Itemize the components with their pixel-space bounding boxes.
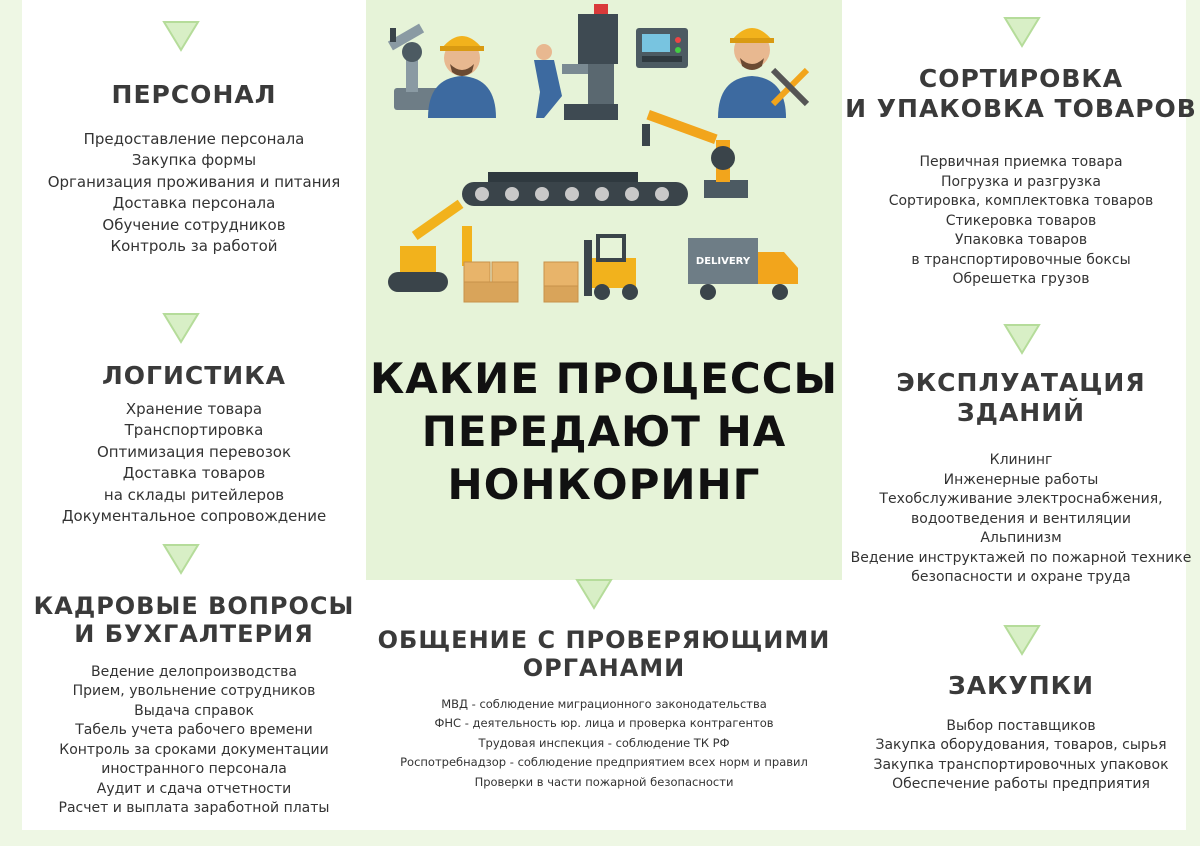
list-item: Погрузка и разгрузка: [940, 173, 1101, 190]
list-item: Документальное сопровождение: [61, 507, 327, 525]
title-line: ОРГАНАМИ: [522, 654, 686, 683]
list-item: Транспортировка: [124, 421, 264, 439]
list-item: безопасности и охране труда: [911, 569, 1131, 585]
list-item: в транспортировочные боксы: [911, 251, 1131, 268]
list-item: Предоставление персонала: [83, 129, 305, 148]
list-item: Ведение делопроизводства: [91, 663, 297, 680]
item-list: [842, 717, 1200, 795]
list-item: Доставка персонала: [112, 194, 276, 212]
title-line: ЛОГИСТИКА: [102, 361, 286, 390]
worker-with-tools-icon: [718, 28, 809, 118]
list-item: Стикеровка товаров: [945, 212, 1097, 229]
title-line: ЗАКУПКИ: [947, 671, 1095, 700]
boxes-icon: [464, 262, 578, 302]
list-item: Табель учета рабочего времени: [75, 722, 313, 739]
list-item: на склады ритейлеров: [103, 485, 285, 504]
list-item: Альпинизм: [980, 530, 1062, 546]
list-item: Прием, увольнение сотрудников: [72, 683, 316, 700]
list-item: Ведение инструктажей по пожарной технике: [850, 549, 1192, 566]
headline-line: НОНКОРИНГ: [447, 460, 761, 509]
list-item: Закупка транспортировочных упаковок: [873, 756, 1169, 773]
list-item: Контроль за работой: [110, 237, 278, 255]
title-line: ЭКСПЛУАТАЦИЯ: [896, 368, 1146, 397]
item-list: [22, 129, 366, 258]
list-item: Доставка товаров: [122, 464, 266, 482]
section-title: [842, 64, 1200, 123]
truck-label: DELIVERY: [695, 256, 751, 267]
item-list: [842, 451, 1200, 588]
item-list: [22, 399, 366, 528]
list-item: Выдача справок: [134, 702, 254, 719]
section-building-maintenance: [842, 368, 1200, 588]
section-title: [22, 80, 366, 110]
item-list: [22, 663, 366, 819]
excavator-icon: [388, 200, 472, 292]
list-item: Трудовая инспекция - соблюдение ТК РФ: [478, 735, 730, 750]
title-line: ПЕРСОНАЛ: [111, 80, 277, 109]
title-line: ОБЩЕНИЕ С ПРОВЕРЯЮЩИМИ: [377, 626, 831, 654]
list-item: Проверки в части пожарной безопасности: [474, 774, 734, 789]
section-title: [842, 671, 1200, 701]
factory-illustration: [366, 0, 842, 320]
section-title: [842, 368, 1200, 427]
list-item: Закупка формы: [131, 151, 257, 169]
list-item: ФНС - деятельность юр. лица и проверка контрагентов: [434, 716, 774, 731]
section-inspections: [366, 626, 842, 792]
list-item: Обрешетка грузов: [952, 271, 1090, 287]
triangle-icon: [1003, 323, 1041, 355]
list-item: Клининг: [989, 452, 1053, 468]
list-item: Первичная приемка товара: [919, 154, 1123, 170]
list-item: иностранного персонала: [101, 761, 287, 778]
list-item: Хранение товара: [125, 399, 263, 418]
list-item: Техобслуживание электроснабжения,: [879, 491, 1163, 507]
title-line: ЗДАНИЙ: [956, 397, 1086, 427]
list-item: Аудит и сдача отчетности: [96, 780, 292, 797]
headline-line: КАКИЕ ПРОЦЕССЫ: [369, 354, 839, 403]
list-item: Инженерные работы: [943, 471, 1099, 488]
list-item: Роспотребнадзор - соблюдение предприятием всех норм и правил: [400, 755, 808, 770]
list-item: Сортировка, комплектовка товаров: [888, 193, 1154, 209]
item-list: [366, 695, 842, 793]
control-panel-icon: [636, 28, 688, 68]
section-purchases: [842, 671, 1200, 795]
main-headline: [366, 352, 842, 511]
triangle-icon: [1003, 624, 1041, 656]
list-item: Контроль за сроками документации: [59, 741, 329, 758]
section-title: [22, 592, 366, 649]
list-item: Упаковка товаров: [954, 232, 1088, 248]
triangle-icon: [575, 578, 613, 610]
list-item: Обеспечение работы предприятия: [892, 776, 1150, 792]
conveyor-icon: [462, 172, 688, 206]
section-title: [366, 626, 842, 683]
section-title: [22, 361, 366, 391]
list-item: Оптимизация перевозок: [96, 442, 292, 461]
title-line: КАДРОВЫЕ ВОПРОСЫ: [33, 592, 355, 620]
section-hr-accounting: [22, 592, 366, 819]
list-item: водоотведения и вентиляции: [911, 510, 1131, 527]
triangle-icon: [1003, 16, 1041, 48]
delivery-truck-icon: [688, 238, 798, 300]
forklift-icon: [584, 236, 638, 300]
list-item: Организация проживания и питания: [47, 172, 341, 191]
triangle-icon: [162, 312, 200, 344]
list-item: Закупка оборудования, товаров, сырья: [875, 737, 1167, 753]
title-line: СОРТИРОВКА: [918, 64, 1124, 93]
triangle-icon: [162, 20, 200, 52]
section-sorting-packing: [842, 64, 1200, 290]
list-item: Обучение сотрудников: [102, 215, 286, 234]
title-line: И УПАКОВКА ТОВАРОВ: [845, 93, 1197, 123]
headline-line: ПЕРЕДАЮТ НА: [421, 407, 787, 456]
worker-icon: [428, 36, 496, 118]
title-line: И БУХГАЛТЕРИЯ: [74, 620, 314, 649]
item-list: [842, 153, 1200, 290]
list-item: МВД - соблюдение миграционного законодательства: [441, 696, 767, 711]
list-item: Расчет и выплата заработной платы: [58, 800, 330, 817]
drilling-machine-icon: [534, 4, 618, 120]
section-logistics: [22, 361, 366, 528]
section-personnel: [22, 80, 366, 258]
list-item: Выбор поставщиков: [946, 717, 1096, 734]
triangle-icon: [162, 543, 200, 575]
